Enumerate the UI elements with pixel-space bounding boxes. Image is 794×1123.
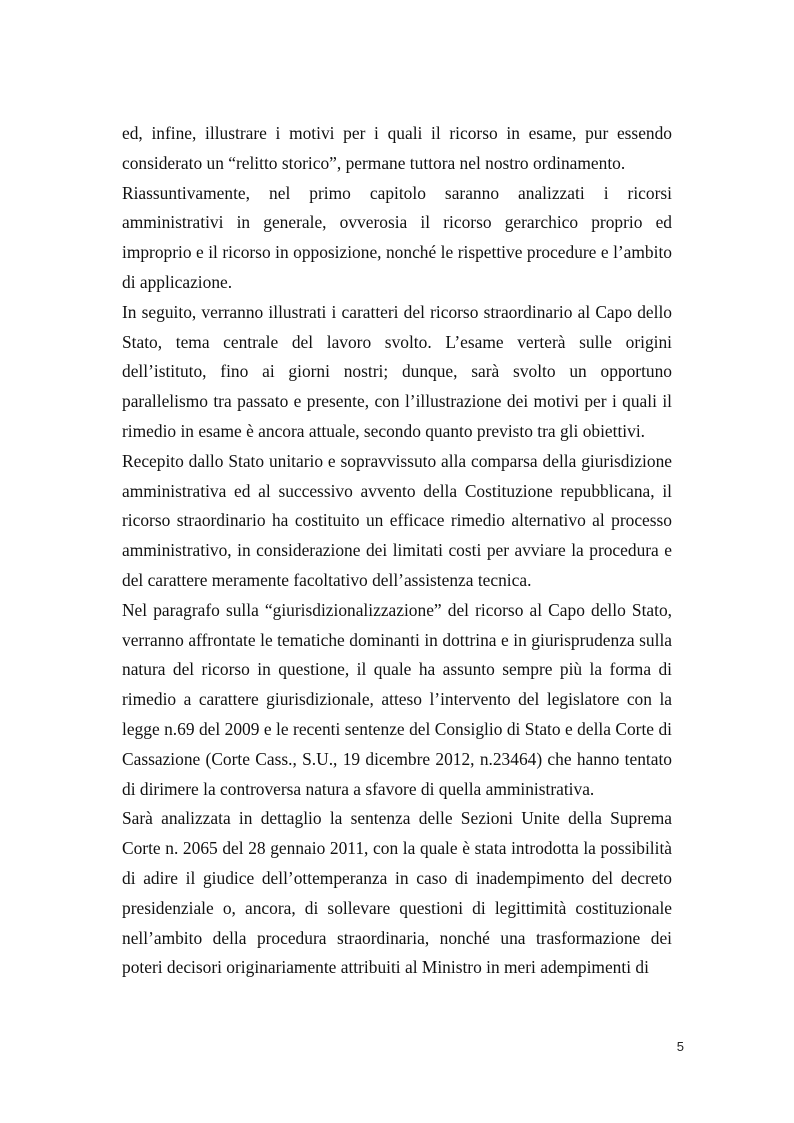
paragraph-united-sections-ruling: Sarà analizzata in dettaglio la sentenza delle Sezioni Unite della Suprema Corte n. 2065 del 28 gennaio 2011, con la quale è stata introdotta la possibilità di adire il giudice dell’ottemperanza in caso di inadempimento del decreto presidenziale o, ancora, di sollevare questioni di legittimità costituzionale nell’ambito della procedura straordinaria, nonché una trasformazione dei poteri decisori originariamente attribuiti al Ministro in meri adempimenti di xyxy=(122,808,672,978)
paragraph-historical-remedy: Recepito dallo Stato unitario e sopravvissuto alla comparsa della giurisdizione amministrativa ed al successivo avvento della Costituzione repubblicana, il ricorso straordinario ha costituito un efficace rimedio alternativo al processo amministrativo, in considerazione dei limitati costi per avviare la procedura e del carattere meramente facoltativo dell’assistenza tecnica. xyxy=(122,450,672,590)
body-text xyxy=(122,119,672,983)
paragraph-continuation: ed, infine, illustrare i motivi per i quali il ricorso in esame, pur essendo considerato un “relitto storico”, permane tuttora nel nostro ordinamento. xyxy=(122,123,672,173)
paragraph-chapter-summary: Riassuntivamente, nel primo capitolo saranno analizzati i ricorsi amministrativi in generale, ovverosia il ricorso gerarchico proprio ed improprio e il ricorso in opposizione, nonché le rispettive procedure e l’ambito di applicazione. xyxy=(122,182,672,292)
paragraph-jurisdictionalization: Nel paragrafo sulla “giurisdizionalizzazione” del ricorso al Capo dello Stato, verranno affrontate le tematiche dominanti in dottrina e in giurisprudenza sulla natura del ricorso in questione, il quale ha assunto sempre più la forma di rimedio a carattere giurisdizionale, atteso l’intervento del legislatore con la legge n.69 del 2009 e le recenti sentenze del Consiglio di Stato e della Corte di Cassazione (Corte Cass., S.U., 19 dicembre 2012, n.23464) che hanno tentato di dirimere la controversa natura a sfavore di quella amministrativa. xyxy=(122,599,672,799)
paragraph-extraordinary-appeal: In seguito, verranno illustrati i caratteri del ricorso straordinario al Capo dello Stato, tema centrale del lavoro svolto. L’esame verterà sulle origini dell’istituto, fino ai giorni nostri; dunque, sarà svolto un opportuno parallelismo tra passato e presente, con l’illustrazione dei motivi per i quali il rimedio in esame è ancora attuale, secondo quanto previsto tra gli obiettivi. xyxy=(122,301,672,441)
page-number: 5 xyxy=(676,1039,684,1054)
